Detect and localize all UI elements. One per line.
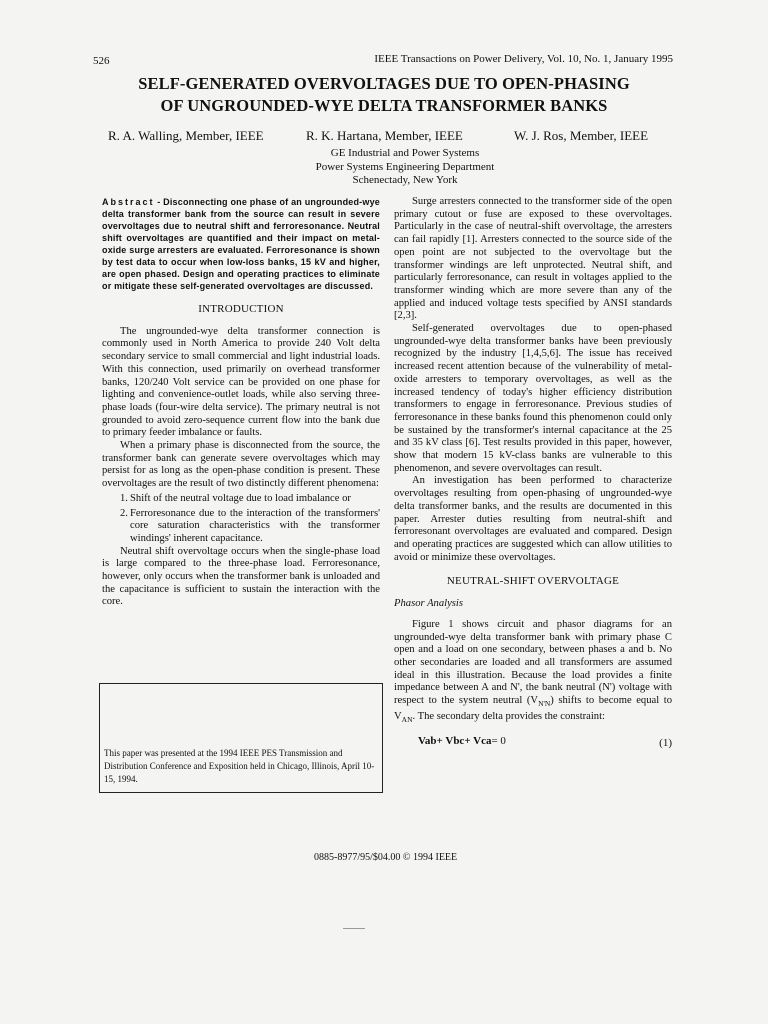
abstract-text: - Disconnecting one phase of an ungrounded-wye delta transformer bank from the source can result in severe overvoltages due to neutral shift and ferroresonance. Neutral shift overvoltages are quantified and their impact on metal-oxide surge arresters are evaluated. Ferroresonance is shown by test data to occur when low-loss banks, 15 kV and higher, are open phased. Design and operating practices to eliminate or mitigate these self-generated overvoltages are discussed. <box>102 197 380 291</box>
list-item <box>102 508 380 546</box>
list-item-text: Shift of the neutral voltage due to load imbalance or <box>130 492 351 504</box>
right-paragraph-2: Self-generated overvoltages due to open-phased ungrounded-wye delta transformer banks have been previously recognized by the industry [1,4,5,6]. The issue has received increased recent attention because of the vulnerability of metal-oxide arresters to temporary overvoltages, as well as the increased tendency of today's higher efficiency distribution transformers to engage in ferroresonance. Previous studies of ferroresonance in these banks found this phenomenon could only be sustained by the transformer's internal capacitance at the 25 and 35 kV class [6]. Test results provided in this paper, however, show that modern 15 kV-class banks are vulnerable to this phenomenon, and severe overvoltages can result. <box>394 323 672 474</box>
page-number: 526 <box>93 55 110 67</box>
paragraph-text: ) shifts to become equal to V <box>394 695 672 722</box>
abstract <box>102 196 380 292</box>
right-paragraph-3: An investigation has been performed to characterize overvoltages resulting from open-phasing of ungrounded-wye delta transformer banks, and the results are documented in this paper. Arrester duties resulting from neutral-shift and ferroresonant overvoltages are evaluated and compared. Design and operating practices are suggested which can allow utilities to avoid or minimize these overvoltages. <box>394 475 672 563</box>
title-line-1: SELF-GENERATED OVERVOLTAGES DUE TO OPEN-PHASING <box>138 74 630 93</box>
subscript: N'N <box>538 699 551 709</box>
right-paragraph-4 <box>394 619 672 727</box>
phenomena-list <box>102 493 380 546</box>
list-item-number: 1. <box>120 492 128 504</box>
affiliation-line-1: GE Industrial and Power Systems <box>330 147 480 159</box>
page-bottom-mark <box>343 928 365 929</box>
equation-row <box>394 735 672 753</box>
left-column <box>102 196 380 609</box>
intro-paragraph-2: When a primary phase is disconnected from the source, the transformer bank can generate severe overvoltages which may persist for as long as the open-phase condition is present. These overvoltages are the result of two distinctly different phenomena: <box>102 440 380 490</box>
author-hartana: R. K. Hartana, Member, IEEE <box>306 128 463 143</box>
author-ros: W. J. Ros, Member, IEEE <box>514 128 649 143</box>
paragraph-text: . The secondary delta provides the constraint: <box>412 710 605 722</box>
equation-number: (1) <box>659 736 672 749</box>
journal-header: IEEE Transactions on Power Delivery, Vol. 10, No. 1, January 1995 <box>374 53 673 65</box>
neutral-shift-heading: NEUTRAL-SHIFT OVERVOLTAGE <box>446 575 620 588</box>
intro-paragraph-1: The ungrounded-wye delta transformer connection is commonly used in North America to provide 240 Volt delta secondary service to small commercial and light industrial loads. With this connection, used primarily on overhead transformer banks, 120/240 Volt service can be provided on one phase for lighting and convenience-outlet loads, while also serving three-phase loads (four-wire delta service). The primary neutral is not grounded to avoid zero-sequence current flow into the bank due to primary feeder imbalance or faults. <box>102 325 380 439</box>
conference-notice-text: This paper was presented at the 1994 IEEE PES Transmission and Distribution Conference and Exposition held in Chicago, Illinois, April 10-15, 1994. <box>104 748 375 784</box>
right-paragraph-1: Surge arresters connected to the transformer side of the open primary cutout or fuse are exposed to these overvoltages. Particularly in the case of neutral-shift overvoltage, the arresters can fail rapidly [1]. Arresters connected to the source side of the open point are not subjected to the overvoltage but the transformer windings are left unprotected. Neutral shift, and particularly ferroresonance, can result in voltages applied to the transformer winding which are more severe than any of the applied and induced voltage tests specified by ANSI standards [2,3]. <box>394 196 672 322</box>
list-item <box>102 493 380 506</box>
paper-title <box>60 73 708 117</box>
affiliation <box>250 147 560 188</box>
intro-paragraph-3: Neutral shift overvoltage occurs when the single-phase load is large compared to the three-phase load. Ferroresonance, however, only occurs when the transformer bank is unloaded and the capacitance is sufficient to sustain the interaction with the core. <box>102 545 380 608</box>
conference-notice-box <box>99 683 383 793</box>
equation-rhs: = 0 <box>491 734 506 747</box>
abstract-label: Abstract <box>102 197 155 207</box>
right-column <box>394 196 672 753</box>
title-line-2: OF UNGROUNDED-WYE DELTA TRANSFORMER BANKS <box>160 96 608 115</box>
paragraph-text: Figure 1 shows circuit and phasor diagrams for an ungrounded-wye delta transformer bank with primary phase C open and a load on one secondary, between phases a and b. No other secondaries are loaded and all transformers are assumed ideal in this illustration. Because the load provides a finite impedance between A and N', the bank neutral (N') voltage with respect to the system neutral (V <box>394 618 672 707</box>
equation-lhs: Vab+ Vbc+ Vca <box>418 734 492 747</box>
copyright-line: 0885-8977/95/$04.00 © 1994 IEEE <box>314 852 458 863</box>
list-item-text: Ferroresonance due to the interaction of the transformers' core saturation characteristics with the transformer windings' inherent capacitance. <box>130 507 380 544</box>
subscript: AN <box>401 714 413 724</box>
author-walling: R. A. Walling, Member, IEEE <box>108 128 264 143</box>
list-item-number: 2. <box>120 507 128 519</box>
equation-1 <box>418 735 506 748</box>
affiliation-line-3: Schenectady, New York <box>352 174 458 186</box>
introduction-heading: INTRODUCTION <box>198 303 284 315</box>
affiliation-line-2: Power Systems Engineering Department <box>315 160 495 173</box>
phasor-analysis-heading: Phasor Analysis <box>394 598 463 610</box>
